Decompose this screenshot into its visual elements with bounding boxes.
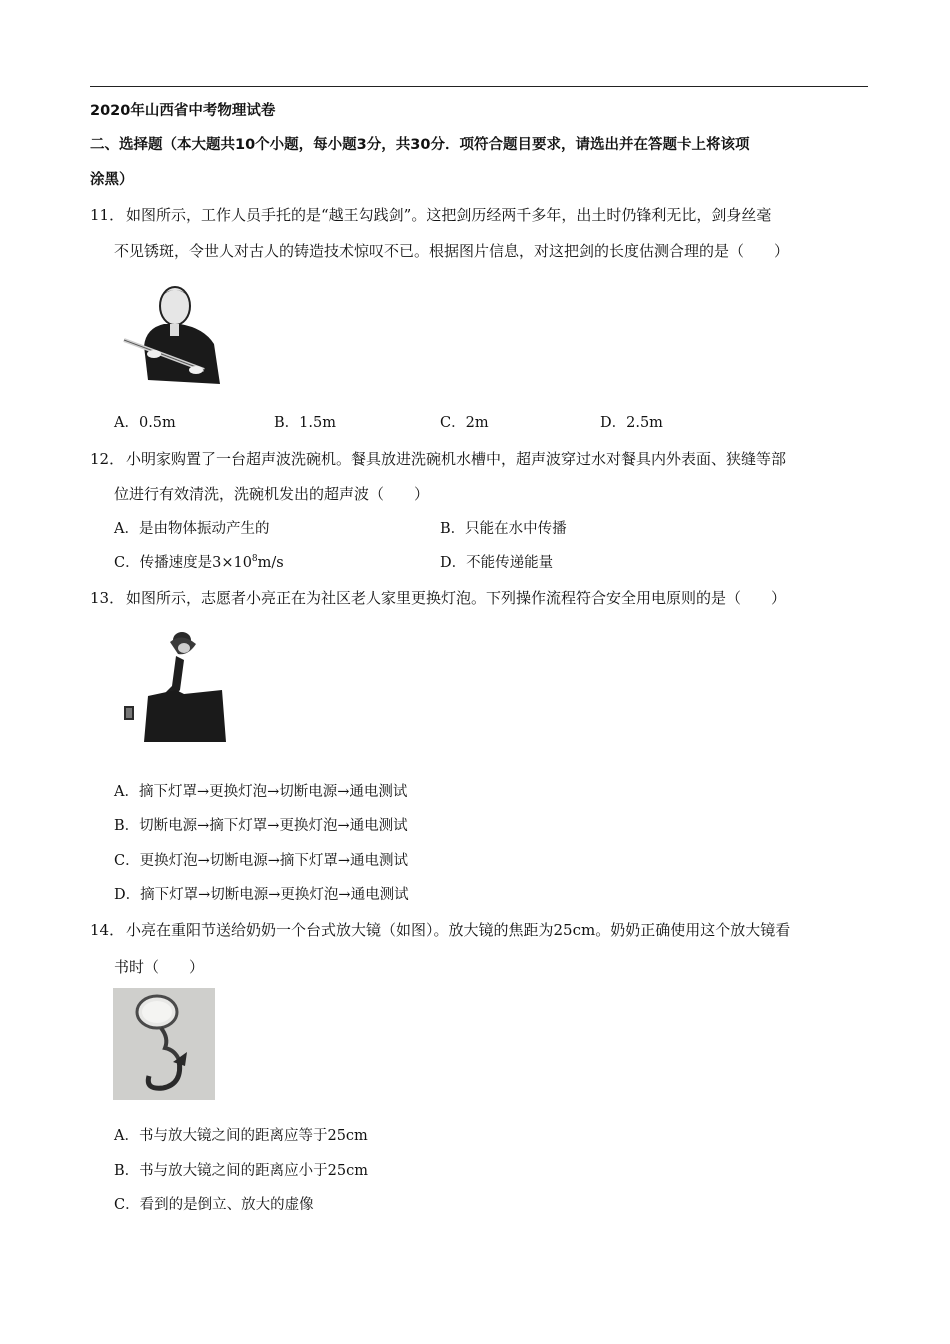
question-12-option-d[interactable]: D．不能传递能量 — [440, 555, 554, 571]
question-13-option-c[interactable]: C．更换灯泡→切断电源→摘下灯罩→通电测试 — [114, 853, 409, 869]
question-13-number: 13． — [90, 589, 125, 607]
header-rule — [90, 86, 868, 87]
question-12-option-b[interactable]: B．只能在水中传播 — [440, 521, 567, 537]
magnifier-photo — [113, 988, 215, 1100]
question-12-number: 12． — [90, 450, 125, 468]
question-14-stem-line2: 书时（ ） — [114, 958, 205, 976]
question-11-stem-line1: 如图所示，工作人员手托的是“越王勾践剑”。这把剑历经两千多年，出土时仍锋利无比，剑身丝毫 — [126, 206, 772, 224]
question-12-option-c-exponent: 8 — [251, 554, 258, 565]
question-12-option-a[interactable]: A．是由物体振动产生的 — [114, 521, 270, 537]
question-12-option-c-text: C．传播速度是3×10 — [114, 555, 252, 571]
question-14-option-a[interactable]: A．书与放大镜之间的距离应等于25cm — [114, 1128, 368, 1144]
question-13-option-b[interactable]: B．切断电源→摘下灯罩→更换灯泡→通电测试 — [114, 818, 408, 834]
question-11-option-a[interactable]: A．0.5m — [114, 415, 176, 431]
question-14-option-c[interactable]: C．看到的是倒立、放大的虚像 — [114, 1197, 314, 1213]
section-heading-line2: 涂黑） — [90, 172, 134, 188]
question-12-stem-line2: 位进行有效清洗，洗碗机发出的超声波（ ） — [114, 485, 430, 503]
question-12-stem-line1: 小明家购置了一台超声波洗碗机。餐具放进洗碗机水槽中，超声波穿过水对餐具内外表面、狭缝等部 — [126, 450, 787, 468]
question-11-option-c[interactable]: C．2m — [440, 415, 489, 431]
section-heading-line1: 二、选择题（本大题共10个小题，每小题3分，共30分．项符合题目要求，请选出并在答题卡上将该项 — [90, 137, 750, 153]
question-13-option-a[interactable]: A．摘下灯罩→更换灯泡→切断电源→通电测试 — [114, 784, 408, 800]
question-11-number: 11． — [90, 206, 125, 224]
question-13-option-d[interactable]: D．摘下灯罩→切断电源→更换灯泡→通电测试 — [114, 887, 409, 903]
bulb-photo — [118, 626, 228, 744]
question-14-option-b[interactable]: B．书与放大镜之间的距离应小于25cm — [114, 1163, 368, 1179]
sword-photo — [118, 284, 224, 386]
question-12-option-c-unit: m/s — [257, 555, 284, 571]
question-13-stem-line1: 如图所示，志愿者小亮正在为社区老人家里更换灯泡。下列操作流程符合安全用电原则的是（ ） — [126, 589, 787, 607]
exam-title: 2020年山西省中考物理试卷 — [90, 103, 276, 119]
question-14-number: 14． — [90, 921, 125, 939]
question-11-option-b[interactable]: B．1.5m — [274, 415, 336, 431]
question-11-stem-line2: 不见锈斑，令世人对古人的铸造技术惊叹不已。根据图片信息，对这把剑的长度估测合理的是（ ） — [114, 242, 790, 260]
question-14-stem-line1: 小亮在重阳节送给奶奶一个台式放大镜（如图）。放大镜的焦距为25cm。奶奶正确使用这个放大镜看 — [126, 921, 791, 939]
question-11-option-d[interactable]: D．2.5m — [600, 415, 663, 431]
question-12-option-c[interactable] — [114, 553, 284, 573]
